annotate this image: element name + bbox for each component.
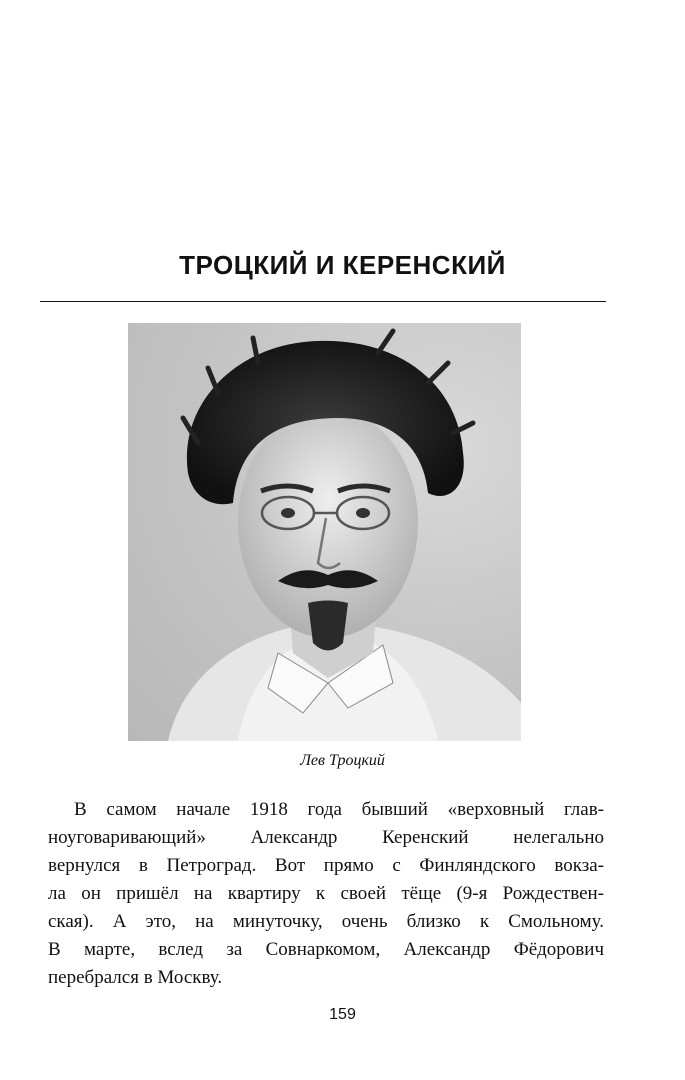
paragraph-line: перебрался в Москву. — [48, 967, 223, 988]
title-divider — [40, 301, 606, 302]
paragraph-line: ла он пришёл на квартиру к своей тёще (9-я Рождествен- — [48, 883, 604, 904]
body-paragraph — [48, 796, 604, 992]
page-number: 159 — [329, 1006, 356, 1023]
paragraph-line: ноуговаривающий» Александр Керенский нелегально — [48, 827, 604, 848]
paragraph-line: ская). А это, на минуточку, очень близко к Смольному. — [48, 911, 604, 932]
paragraph-line: В самом начале 1918 года бывший «верховный глав- — [74, 799, 604, 820]
paragraph-line: вернулся в Петроград. Вот прямо с Финляндского вокза- — [48, 855, 604, 876]
figure-caption: Лев Троцкий — [300, 752, 385, 769]
portrait-photo — [128, 323, 521, 741]
portrait-illustration — [128, 323, 521, 741]
paragraph-line: В марте, вслед за Совнаркомом, Александр Фёдорович — [48, 939, 604, 960]
chapter-title: ТРОЦКИЙ И КЕРЕНСКИЙ — [179, 250, 506, 280]
